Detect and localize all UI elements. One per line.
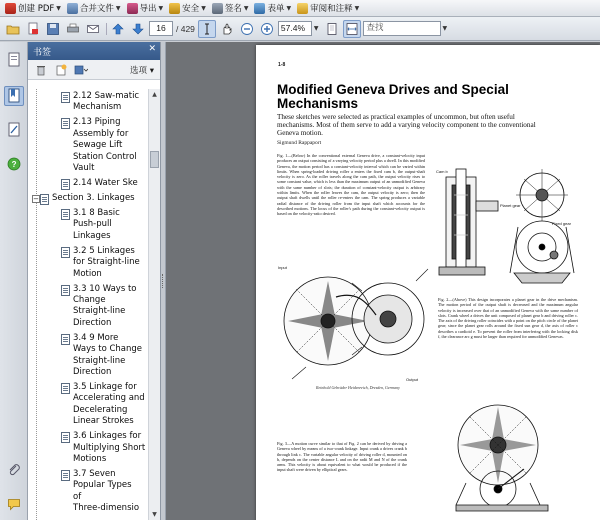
bookmark-label-line: 2.12 Saw-matic xyxy=(73,91,140,101)
new-bookmark-icon xyxy=(55,64,67,76)
bookmark-label-line: for Straight-line xyxy=(73,257,140,268)
figure-label: Fixed gear xyxy=(552,221,571,226)
export-icon xyxy=(127,3,138,14)
bookmark-label xyxy=(73,469,139,515)
paperclip-icon xyxy=(7,463,21,477)
toolbar-divider xyxy=(106,23,107,35)
page-thumbnails-button[interactable] xyxy=(4,50,24,70)
bookmarks-toolbar xyxy=(28,60,160,80)
bookmark-label-line: Multiplying Short xyxy=(73,442,146,453)
scroll-down-icon[interactable]: ▼ xyxy=(152,511,157,518)
help-button[interactable] xyxy=(4,154,24,174)
zoom-in-button[interactable] xyxy=(258,20,276,38)
fit-width-icon xyxy=(345,22,359,36)
bookmark-label-line: Linkages xyxy=(73,230,111,241)
lock-icon xyxy=(169,3,180,14)
page-number-input[interactable]: 16 xyxy=(149,21,173,36)
previous-page-button[interactable] xyxy=(109,20,127,38)
bookmark-page-icon xyxy=(61,92,70,103)
chevron-down-icon: ▼ xyxy=(158,4,164,12)
bookmarks-button[interactable] xyxy=(4,86,24,106)
create-pdf-icon xyxy=(5,3,16,14)
options-label: 选项 xyxy=(130,65,148,76)
bookmark-section[interactable] xyxy=(28,193,148,206)
figure-1-caption: Fig. 1—(Below) In the conventional external Geneva drive, a constant-velocity input produces an output consisting of a varying velocity period plus a dwell. In this modified Geneva, the motion period has a constant-velocity interval which can be varied within limits. When spring-loaded driving roller a enters the fixed cam b, the output-shaft velocity is zero. As the roller travels along the cam path, the output velocity rises to some constant value, which is less than the maximum output of an unmodified Geneva with the same number of slots; the duration of constant-velocity output is arbitrary within limits. When the roller leaves the cam, the output velocity is zero; then the output shaft dwells until the roller re-enters the cam. The spring produces a variable radial distance of the driving roller from the input shaft which accounts for the described motions. The locus of the roller's path during the constant-velocity output is based on the velocity-ratio desired. xyxy=(277,153,425,217)
svg-text:?: ? xyxy=(11,160,17,169)
hand-icon xyxy=(220,22,234,36)
bookmark-item[interactable] xyxy=(28,208,148,244)
figure-label: Cam b xyxy=(436,169,448,174)
signatures-button[interactable] xyxy=(4,120,24,140)
bookmark-label-line: Accelerating and xyxy=(73,393,145,404)
bookmark-item[interactable] xyxy=(28,382,148,430)
options-menu[interactable]: 选项 ▾ xyxy=(130,65,154,76)
bookmark-label-line: Linear Strokes xyxy=(73,416,134,427)
bookmark-label xyxy=(73,246,140,280)
bookmark-page-icon xyxy=(61,334,70,345)
bookmark-page-icon xyxy=(61,470,70,481)
bookmark-label xyxy=(73,117,137,174)
text-cursor-icon xyxy=(200,22,214,36)
bookmark-label-line: Station Control xyxy=(73,151,137,162)
bookmark-item[interactable] xyxy=(28,117,148,176)
bookmark-label-line: Direction xyxy=(73,317,112,328)
hand-tool-button[interactable] xyxy=(218,20,236,38)
bookmark-item[interactable] xyxy=(28,469,148,517)
zoom-level-field[interactable]: 57.4% xyxy=(278,21,312,36)
new-bookmark-button[interactable] xyxy=(52,61,70,79)
export-button[interactable] xyxy=(124,1,167,16)
bookmark-page-icon xyxy=(61,209,70,220)
trash-icon xyxy=(35,64,47,76)
bookmark-menu-button[interactable] xyxy=(72,61,90,79)
document-icon xyxy=(26,22,40,36)
chevron-down-icon: ▼ xyxy=(115,4,121,12)
bookmark-label-line: Vault xyxy=(73,163,95,174)
bookmark-item[interactable] xyxy=(28,246,148,282)
email-button[interactable] xyxy=(84,20,102,38)
bookmark-item[interactable] xyxy=(28,178,148,191)
arrow-up-icon xyxy=(111,22,125,36)
folder-icon xyxy=(6,23,20,35)
bookmark-label-line: 3.7 Seven xyxy=(73,469,116,479)
fit-page-icon xyxy=(325,22,339,36)
close-icon[interactable]: ✕ xyxy=(148,44,156,54)
bookmarks-title: 书签 xyxy=(33,47,52,58)
bookmarks-scrollbar[interactable] xyxy=(148,89,160,520)
fit-page-button[interactable] xyxy=(323,20,341,38)
bookmark-label-line: Ways to Change xyxy=(73,344,143,355)
create-pdf-button[interactable] xyxy=(2,1,64,16)
bookmark-label xyxy=(73,284,137,330)
printer-icon xyxy=(66,22,80,36)
bookmarks-header xyxy=(28,42,160,60)
figure-3-drawing xyxy=(426,393,586,520)
pen-icon xyxy=(212,3,223,14)
article-title-line: Modified Geneva Drives and Special xyxy=(277,82,509,97)
security-label: 安全 xyxy=(182,4,200,14)
pdf-page xyxy=(256,45,600,520)
minus-icon xyxy=(240,22,254,36)
bookmark-label-line: Push-pull xyxy=(73,219,112,230)
navigation-toolbar xyxy=(0,17,600,41)
bookmark-label-line: Motions xyxy=(73,454,107,464)
attachments-button[interactable] xyxy=(4,460,24,480)
zoom-dropdown-icon[interactable]: ▼ xyxy=(313,25,319,32)
comments-button[interactable] xyxy=(4,494,24,514)
arrow-down-icon xyxy=(131,22,145,36)
figure-label: Planet gear xyxy=(500,203,521,208)
bookmark-label-line: Assembly for xyxy=(73,128,129,139)
signature-icon xyxy=(7,122,21,138)
bookmark-page-icon xyxy=(61,432,70,443)
bookmark-label xyxy=(73,178,138,189)
print-button[interactable] xyxy=(64,20,82,38)
bookmark-label-line: 3.6 Linkages for xyxy=(73,431,142,442)
figure-credit: Reinhold Gebrüder Heidenreich, Dresden, Germany xyxy=(316,385,400,390)
bookmark-icon xyxy=(7,88,21,104)
total-pages-label: / 429 xyxy=(176,23,195,34)
bookmark-label-line: Direction xyxy=(73,367,112,378)
bookmark-page-icon xyxy=(61,285,70,296)
figure-label: Output xyxy=(406,377,419,382)
article-intro: These sketches were selected as practical examples of uncommon, but often useful mechanisms. Most of them serve to add a varying velocity component to the conventional Geneva motion. xyxy=(277,113,536,137)
bookmark-label-line: 3.4 9 More xyxy=(73,332,119,343)
figure-3-caption: Fig. 3—A motion curve similar to that of Fig. 2 can be derived by driving a Geneva wheel by means of a two-crank linkage. Input crank a drives crank b through link c. The variable angular velocity of driving roller d, mounted on b, depends on the center distance L and on the radii M and N of the crank arms. This velocity is about equivalent to what would be produced if the input shaft were driven by elliptical gears. xyxy=(277,441,407,473)
bookmark-page-icon xyxy=(61,179,70,190)
bookmark-label xyxy=(52,193,135,204)
select-tool-button[interactable] xyxy=(198,20,216,38)
bookmark-label xyxy=(73,382,145,428)
figure-2-caption: Fig. 2—(Above) This design incorporates a planet gear in the drive mechanism. The motion period of the output shaft is decreased and the maximum angular velocity is increased over that of an unmodified Geneva with the same number of slots. Crank wheel a drives the unit composed of planet gear b and driving roller c. The axis of the driving roller coincides with a point on the pitch circle of the planet gear; since the planet gear rolls around the fixed sun gear d, the axis of roller c describes a cardioid e. To prevent the roller from interfering with the locking disk f, the clearance arc g must be larger than required for unmodified Genevas. xyxy=(438,297,578,340)
bookmark-label-line: of xyxy=(73,491,82,502)
review-comment-label: 审阅和注释 xyxy=(310,4,353,14)
bookmark-label xyxy=(73,431,145,465)
bookmark-label-line: Popular Types xyxy=(73,480,132,491)
bookmark-label-line: 3.3 10 Ways to xyxy=(73,283,137,294)
bookmark-item[interactable] xyxy=(28,91,148,116)
page-label: 1-8 xyxy=(278,62,286,68)
bookmark-label-line: 2.13 Piping xyxy=(73,117,121,128)
envelope-icon xyxy=(86,22,100,36)
chevron-down-icon: ▼ xyxy=(286,4,292,12)
collapse-icon[interactable]: − xyxy=(33,195,39,203)
bookmark-label xyxy=(73,91,139,114)
document-view[interactable] xyxy=(166,42,600,520)
bookmark-label-line: 3.5 Linkage for xyxy=(73,382,137,392)
chevron-down-icon: ▼ xyxy=(243,4,249,12)
security-button[interactable] xyxy=(166,1,209,16)
bookmark-label xyxy=(73,333,142,379)
sign-label: 签名 xyxy=(224,4,242,14)
bookmark-label-line: Three-dimensio xyxy=(73,503,140,514)
help-icon xyxy=(7,157,21,171)
plus-icon xyxy=(260,22,274,36)
chevron-down-icon: ▼ xyxy=(56,4,61,12)
export-label: 导出 xyxy=(139,4,157,14)
chevron-down-icon: ▼ xyxy=(201,4,206,12)
task-toolbar xyxy=(0,0,600,17)
find-input[interactable]: 查找 xyxy=(363,21,441,36)
bookmarks-panel xyxy=(28,42,161,520)
review-comment-button[interactable] xyxy=(294,1,362,16)
navigation-pane xyxy=(0,42,28,520)
speech-bubble-icon xyxy=(7,497,21,511)
open-folder-button[interactable] xyxy=(4,20,22,38)
save-button[interactable] xyxy=(44,20,62,38)
forms-button[interactable] xyxy=(251,1,294,16)
article-title-line: Mechanisms xyxy=(277,96,359,111)
bookmark-label-line: Change xyxy=(73,295,106,305)
bookmark-label xyxy=(73,208,120,242)
create-button[interactable] xyxy=(24,20,42,38)
bookmark-page-icon xyxy=(61,383,70,394)
create-pdf-label: 创建 PDF xyxy=(18,4,55,14)
bookmark-page-icon xyxy=(61,247,70,258)
bookmark-menu-icon xyxy=(74,64,88,76)
bookmark-label-line: Section 3. Linkages xyxy=(52,193,135,203)
figure-label: Input xyxy=(278,265,287,270)
floppy-icon xyxy=(46,22,60,36)
bookmark-label-line: Straight-line xyxy=(73,306,126,317)
figure-1-drawing xyxy=(276,257,436,385)
bookmark-label-line: Mechanism xyxy=(73,102,122,113)
scrollbar-thumb[interactable] xyxy=(150,151,159,168)
fit-width-button[interactable] xyxy=(343,20,361,38)
bookmark-page-icon xyxy=(61,118,70,129)
bookmark-item[interactable] xyxy=(28,333,148,381)
figure-2-drawing xyxy=(434,155,584,295)
bookmark-label-line: Straight-line xyxy=(73,355,126,366)
bookmark-label-line: Sewage Lift xyxy=(73,140,123,151)
combine-files-button[interactable] xyxy=(64,1,124,16)
bookmark-label-line: 2.14 Water Ske xyxy=(73,178,138,188)
combine-files-label: 合并文件 xyxy=(79,4,114,14)
bookmark-page-icon xyxy=(40,194,49,205)
bookmark-tree xyxy=(28,89,148,520)
forms-label: 表单 xyxy=(267,4,285,14)
next-page-button[interactable] xyxy=(129,20,147,38)
zoom-out-button[interactable] xyxy=(238,20,256,38)
article-author: Sigmund Rappaport xyxy=(277,140,322,146)
scroll-up-icon[interactable]: ▲ xyxy=(152,91,157,98)
chevron-down-icon: ▼ xyxy=(354,4,360,12)
splitter-grip[interactable] xyxy=(162,274,164,288)
bookmark-label-line: Decelerating xyxy=(73,404,128,415)
comment-icon xyxy=(297,3,308,14)
combine-files-icon xyxy=(67,3,78,14)
article-title xyxy=(277,83,577,111)
bookmark-label-line: 3.1 8 Basic xyxy=(73,208,120,218)
form-icon xyxy=(254,3,265,14)
bookmark-item[interactable] xyxy=(28,431,148,467)
bookmark-label-line: Motion xyxy=(73,268,102,279)
bookmark-item[interactable] xyxy=(28,284,148,332)
find-options-icon[interactable]: ▼ xyxy=(442,25,448,32)
page-thumbnails-icon xyxy=(7,52,21,68)
bookmark-label-line: 3.2 5 Linkages xyxy=(73,245,135,256)
delete-bookmark-button[interactable] xyxy=(32,61,50,79)
sign-button[interactable] xyxy=(209,1,252,16)
